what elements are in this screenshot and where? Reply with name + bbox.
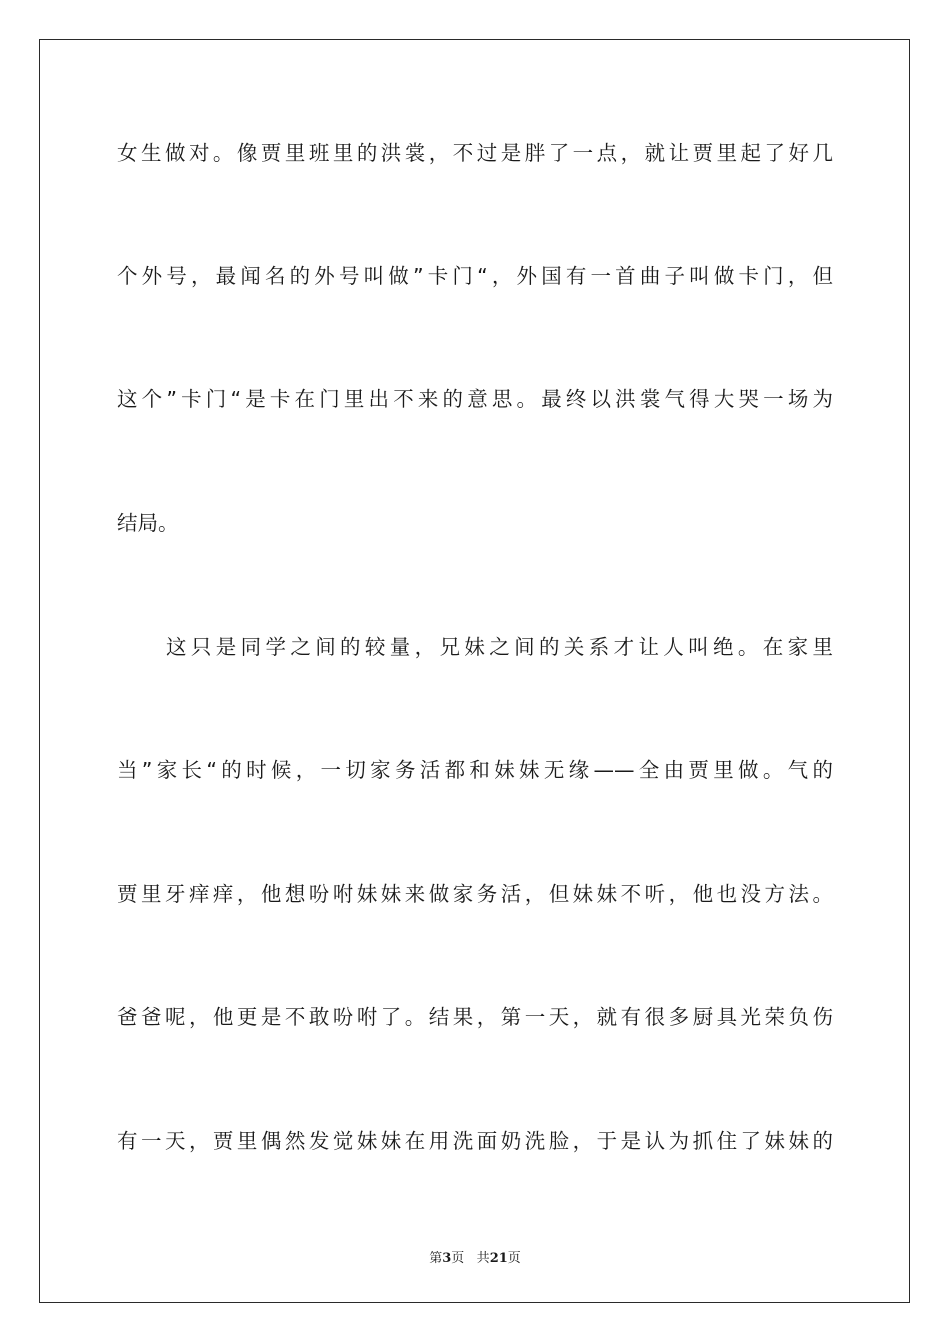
body-line-8: 爸爸呢，他更是不敢吩咐了。结果，第一天，就有很多厨具光荣负伤: [117, 1005, 833, 1029]
page-border: [39, 39, 910, 1303]
footer-page-prefix: 第: [429, 1251, 443, 1266]
footer-page-suffix: 页: [451, 1251, 465, 1266]
footer-page-number: 3: [442, 1251, 452, 1266]
footer-total-pages: 21: [489, 1251, 508, 1266]
page-footer: [0, 1247, 950, 1266]
body-line-2: 个外号，最闻名的外号叫做”卡门“，外国有一首曲子叫做卡门，但: [117, 264, 833, 288]
body-line-4: 结局。: [117, 511, 179, 535]
body-line-6: 当”家长“的时候，一切家务活都和妹妹无缘——全由贾里做。气的: [117, 758, 833, 782]
body-line-3: 这个”卡门“是卡在门里出不来的意思。最终以洪裳气得大哭一场为: [117, 387, 833, 411]
footer-total-prefix: 共: [476, 1251, 490, 1266]
footer-total-suffix: 页: [507, 1251, 521, 1266]
body-line-1: 女生做对。像贾里班里的洪裳，不过是胖了一点，就让贾里起了好几: [117, 141, 833, 165]
body-line-7: 贾里牙痒痒，他想吩咐妹妹来做家务活，但妹妹不听，他也没方法。: [117, 882, 833, 906]
body-line-5: 这只是同学之间的较量，兄妹之间的关系才让人叫绝。在家里: [166, 635, 833, 659]
body-line-9: 有一天，贾里偶然发觉妹妹在用洗面奶洗脸，于是认为抓住了妹妹的: [117, 1129, 833, 1153]
